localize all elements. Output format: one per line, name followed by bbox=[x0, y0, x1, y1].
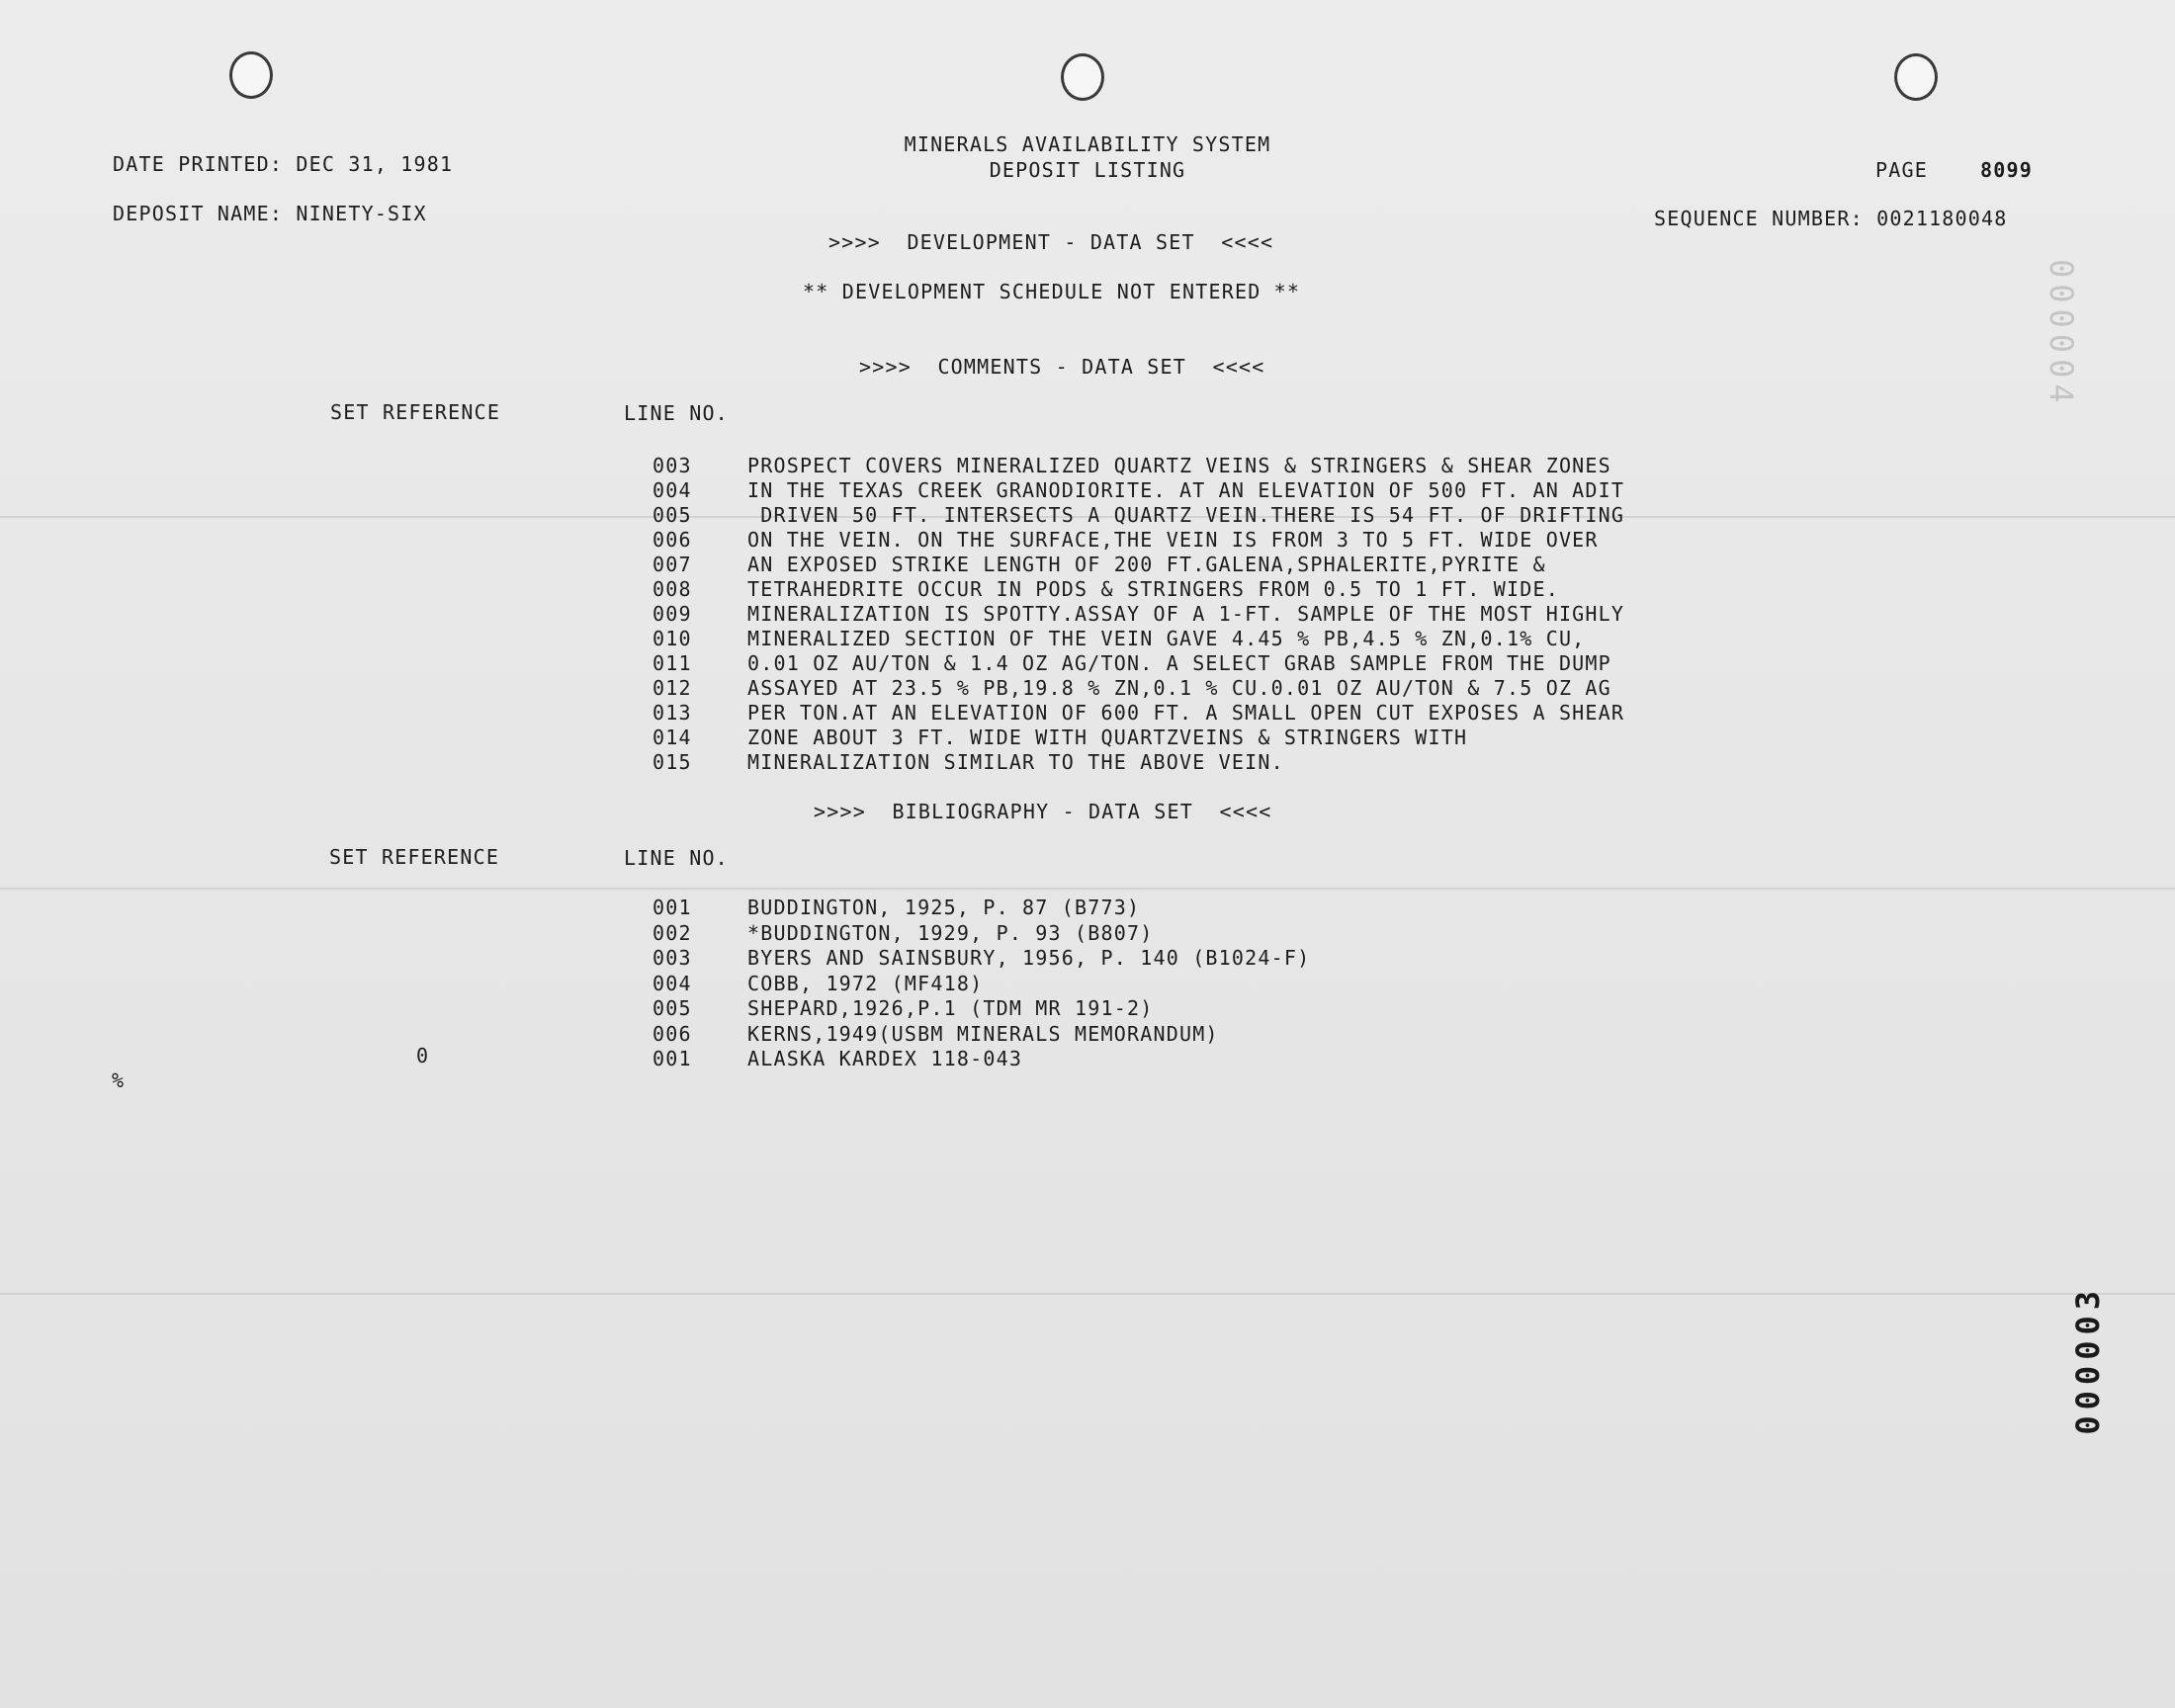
line-number: 009 bbox=[652, 602, 692, 626]
line-no-column-header: LINE NO. bbox=[624, 846, 729, 870]
line-no-column-header: LINE NO. bbox=[624, 401, 729, 425]
comment-line bbox=[652, 528, 1624, 553]
line-number: 001 bbox=[652, 1047, 692, 1070]
line-text: ALASKA KARDEX 118-043 bbox=[747, 1047, 1023, 1070]
page-fold-line bbox=[0, 888, 2175, 890]
line-text: PROSPECT COVERS MINERALIZED QUARTZ VEINS & STRINGERS & SHEAR ZONES bbox=[747, 454, 1611, 477]
line-text: *BUDDINGTON, 1929, P. 93 (B807) bbox=[747, 920, 1154, 945]
line-number: 010 bbox=[652, 627, 692, 650]
line-text: KERNS,1949(USBM MINERALS MEMORANDUM) bbox=[747, 1021, 1219, 1046]
development-heading: >>>> DEVELOPMENT - DATA SET <<<< bbox=[828, 230, 1274, 254]
line-text: MINERALIZED SECTION OF THE VEIN GAVE 4.45 % PB,4.5 % ZN,0.1% CU, bbox=[747, 627, 1586, 650]
punch-hole bbox=[229, 51, 273, 99]
listing-title: DEPOSIT LISTING bbox=[989, 158, 1186, 182]
comments-heading: >>>> COMMENTS - DATA SET <<<< bbox=[859, 355, 1265, 379]
comment-line bbox=[652, 454, 1624, 478]
comment-line bbox=[652, 478, 1624, 503]
line-number: 005 bbox=[652, 503, 692, 527]
line-text: ON THE VEIN. ON THE SURFACE,THE VEIN IS FROM 3 TO 5 FT. WIDE OVER bbox=[747, 528, 1599, 552]
bibliography-line bbox=[652, 1022, 1310, 1048]
bibliography-line bbox=[652, 896, 1310, 921]
line-text: BUDDINGTON, 1925, P. 87 (B773) bbox=[747, 896, 1141, 919]
bibliography-line bbox=[652, 996, 1310, 1022]
line-text: MINERALIZATION SIMILAR TO THE ABOVE VEIN. bbox=[747, 750, 1284, 774]
line-number: 004 bbox=[652, 971, 692, 995]
comment-line bbox=[652, 701, 1624, 726]
comments-list bbox=[652, 454, 1624, 775]
line-number: 006 bbox=[652, 1021, 692, 1046]
line-number: 011 bbox=[652, 651, 692, 675]
bibliography-list bbox=[652, 896, 1310, 1072]
frame-number-stamp: 000003 bbox=[2069, 1285, 2107, 1435]
line-number: 014 bbox=[652, 726, 692, 749]
line-text: DRIVEN 50 FT. INTERSECTS A QUARTZ VEIN.THERE IS 54 FT. OF DRIFTING bbox=[747, 503, 1625, 527]
line-number: 005 bbox=[652, 996, 692, 1020]
frame-number-stamp-faint: 000004 bbox=[2043, 259, 2080, 409]
page-number: 8099 bbox=[1980, 158, 2033, 182]
line-number: 002 bbox=[652, 920, 692, 945]
line-text: PER TON.AT AN ELEVATION OF 600 FT. A SMALL OPEN CUT EXPOSES A SHEAR bbox=[747, 701, 1625, 725]
percent-mark: % bbox=[112, 1068, 126, 1092]
punch-hole bbox=[1894, 53, 1938, 101]
comment-line bbox=[652, 553, 1624, 577]
page-fold-line bbox=[0, 1293, 2175, 1295]
line-number: 007 bbox=[652, 553, 692, 576]
punch-hole bbox=[1061, 53, 1104, 101]
system-title: MINERALS AVAILABILITY SYSTEM bbox=[904, 132, 1271, 156]
line-text: AN EXPOSED STRIKE LENGTH OF 200 FT.GALENA,SPHALERITE,PYRITE & bbox=[747, 553, 1546, 576]
line-text: COBB, 1972 (MF418) bbox=[747, 971, 984, 995]
line-text: IN THE TEXAS CREEK GRANODIORITE. AT AN ELEVATION OF 500 FT. AN ADIT bbox=[747, 478, 1625, 502]
line-text: MINERALIZATION IS SPOTTY.ASSAY OF A 1-FT. SAMPLE OF THE MOST HIGHLY bbox=[747, 602, 1625, 626]
bibliography-line bbox=[652, 972, 1310, 997]
date-printed: DATE PRINTED: DEC 31, 1981 bbox=[113, 152, 454, 176]
line-number: 013 bbox=[652, 701, 692, 725]
sequence-number: SEQUENCE NUMBER: 0021180048 bbox=[1654, 207, 2008, 230]
line-text: BYERS AND SAINSBURY, 1956, P. 140 (B1024-F) bbox=[747, 946, 1311, 970]
line-number: 003 bbox=[652, 946, 692, 970]
deposit-name: DEPOSIT NAME: NINETY-SIX bbox=[113, 202, 427, 225]
set-reference-column-header: SET REFERENCE bbox=[330, 400, 501, 424]
page-label: PAGE bbox=[1875, 158, 1928, 182]
line-number: 001 bbox=[652, 896, 692, 919]
line-number: 008 bbox=[652, 577, 692, 601]
comment-line bbox=[652, 503, 1624, 528]
bibliography-line bbox=[652, 921, 1310, 947]
comment-line bbox=[652, 627, 1624, 651]
set-reference-value: 0 bbox=[416, 1044, 430, 1068]
bibliography-heading: >>>> BIBLIOGRAPHY - DATA SET <<<< bbox=[814, 800, 1272, 823]
line-number: 004 bbox=[652, 478, 692, 502]
comment-line bbox=[652, 726, 1624, 750]
line-text: SHEPARD,1926,P.1 (TDM MR 191-2) bbox=[747, 996, 1154, 1020]
comment-line bbox=[652, 602, 1624, 627]
comment-line bbox=[652, 750, 1624, 775]
line-number: 015 bbox=[652, 750, 692, 774]
line-text: TETRAHEDRITE OCCUR IN PODS & STRINGERS FROM 0.5 TO 1 FT. WIDE. bbox=[747, 577, 1559, 601]
comment-line bbox=[652, 577, 1624, 602]
line-text: ASSAYED AT 23.5 % PB,19.8 % ZN,0.1 % CU.0.01 OZ AU/TON & 7.5 OZ AG bbox=[747, 676, 1611, 700]
line-text: 0.01 OZ AU/TON & 1.4 OZ AG/TON. A SELECT GRAB SAMPLE FROM THE DUMP bbox=[747, 651, 1611, 675]
comment-line bbox=[652, 651, 1624, 676]
comment-line bbox=[652, 676, 1624, 701]
bibliography-line bbox=[652, 946, 1310, 972]
line-text: ZONE ABOUT 3 FT. WIDE WITH QUARTZVEINS & STRINGERS WITH bbox=[747, 726, 1468, 749]
bibliography-line bbox=[652, 1047, 1310, 1072]
development-note: ** DEVELOPMENT SCHEDULE NOT ENTERED ** bbox=[803, 280, 1301, 303]
line-number: 003 bbox=[652, 454, 692, 477]
line-number: 012 bbox=[652, 676, 692, 700]
set-reference-column-header: SET REFERENCE bbox=[329, 845, 500, 869]
line-number: 006 bbox=[652, 528, 692, 552]
